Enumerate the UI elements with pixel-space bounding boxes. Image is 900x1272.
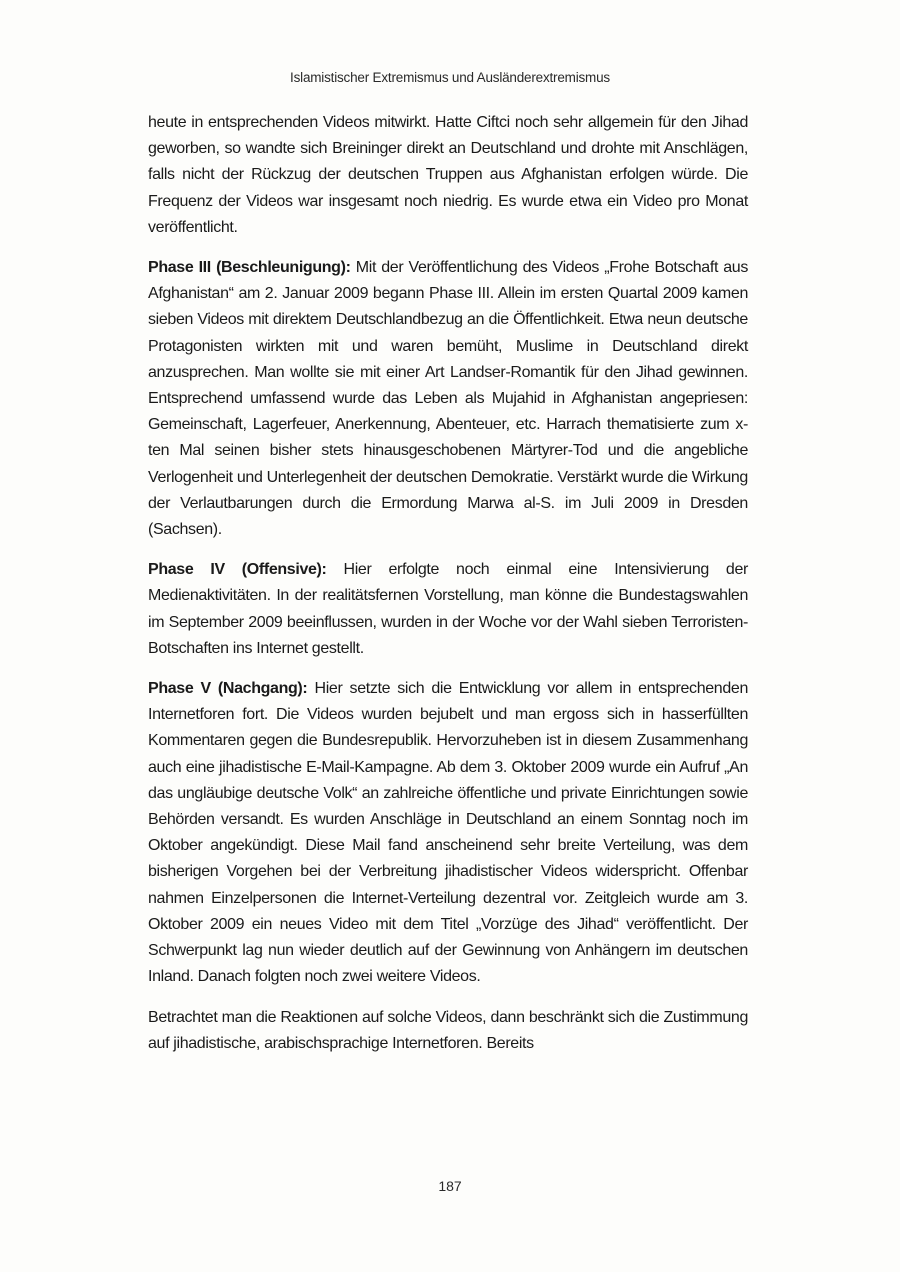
paragraph-text: Betrachtet man die Reaktionen auf solche Videos, dann beschränkt sich die Zustimmung auf jihadistische, arabischsprachige Internetforen. Bereits: [148, 1008, 748, 1052]
paragraph-text: Hier erfolgte noch einmal eine Intensivierung der Medienaktivitäten. In der realitätsfernen Vorstellung, man könne die Bundestagswahlen im September 2009 beeinflussen, wurden in der Woche vor der Wahl sieben Terroristen-Botschaften ins Internet gestellt.: [148, 561, 748, 657]
paragraph-phase-4: [148, 557, 748, 662]
paragraph-phase-3: [148, 255, 748, 543]
paragraph-continuation: [148, 110, 748, 241]
paragraph-text: Mit der Veröffentlichung des Videos „Frohe Botschaft aus Afghanistan“ am 2. Januar 2009 begann Phase III. Allein im ersten Quartal 2009 kamen sieben Videos mit direktem Deutschlandbezug an die Öffentlichkeit. Etwa neun deutsche Protagonisten wirkten mit und waren bemüht, Muslime in Deutschland direkt anzusprechen. Man wollte sie mit einer Art Landser-Romantik für den Jihad gewinnen. Entsprechend umfassend wurde das Leben als Mujahid in Afghanistan angepriesen: Gemeinschaft, Lagerfeuer, Anerkennung, Abenteuer, etc. Harrach thematisierte zum x-ten Mal seinen bisher stets hinausgeschobenen Märtyrer-Tod und die angebliche Verlogenheit und Unterlegenheit der deutschen Demokratie. Verstärkt wurde die Wirkung der Verlautbarungen durch die Ermordung Marwa al-S. im Juli 2009 in Dresden (Sachsen).: [148, 259, 748, 539]
paragraph-lead: Phase III (Beschleunigung):: [148, 259, 351, 277]
paragraph-lead: Phase V (Nachgang):: [148, 680, 308, 698]
paragraph-text: Hier setzte sich die Entwicklung vor allem in entsprechenden Internetforen fort. Die Videos wurden bejubelt und man ergoss sich in hasserfüllten Kommentaren gegen die Bundesrepublik. Hervorzuheben ist in diesem Zusammenhang auch eine jihadistische E-Mail-Kampagne. Ab dem 3. Oktober 2009 wurde ein Aufruf „An das ungläubige deutsche Volk“ an zahlreiche öffentliche und private Einrichtungen sowie Behörden versandt. Es wurden Anschläge in Deutschland an einem Sonntag noch im Oktober angekündigt. Diese Mail fand anscheinend sehr breite Verteilung, was dem bisherigen Vorgehen bei der Verbreitung jihadistischer Videos widerspricht. Offenbar nahmen Einzelpersonen die Internet-Verteilung dezentral vor. Zeitgleich wurde am 3. Oktober 2009 ein neues Video mit dem Titel „Vorzüge des Jihad“ veröffentlicht. Der Schwerpunkt lag nun wieder deutlich auf der Gewinnung von Anhängern im deutschen Inland. Danach folgten noch zwei weitere Videos.: [148, 680, 748, 986]
paragraph-text: heute in entsprechenden Videos mitwirkt. Hatte Ciftci noch sehr allgemein für den Jihad geworben, so wandte sich Breininger direkt an Deutschland und drohte mit Anschlägen, falls nicht der Rückzug der deutschen Truppen aus Afghanistan erfolgen würde. Die Frequenz der Videos war insgesamt noch niedrig. Es wurde etwa ein Video pro Monat veröffentlicht.: [148, 114, 748, 236]
running-header: Islamistischer Extremismus und Ausländerextremismus: [290, 70, 610, 85]
paragraph-phase-5: [148, 676, 748, 990]
paragraph-lead: Phase IV (Offensive):: [148, 561, 327, 579]
body-text: [148, 110, 748, 1071]
page-number: 187: [438, 1178, 462, 1194]
paragraph-reactions: [148, 1005, 748, 1057]
